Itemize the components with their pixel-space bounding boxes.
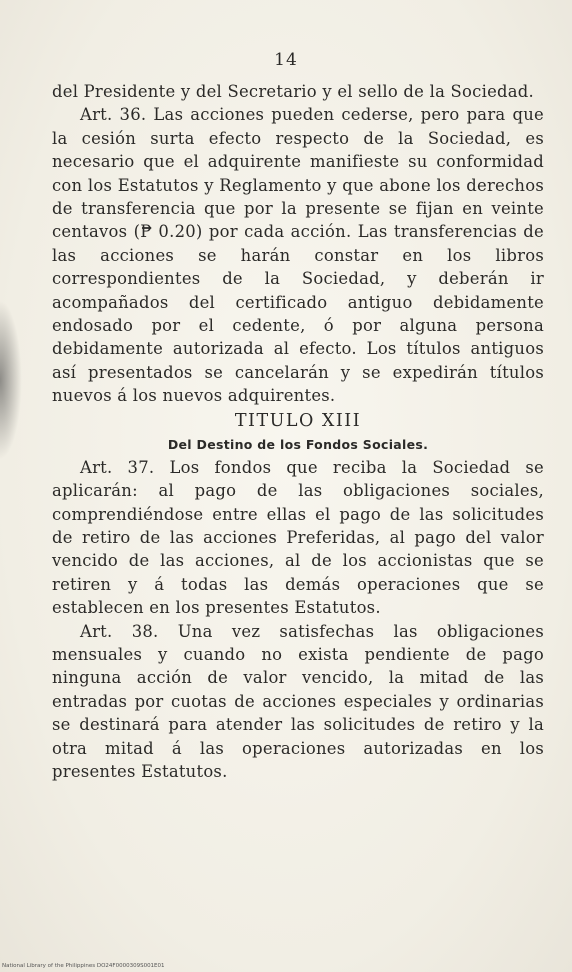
- section-subtitle: Del Destino de los Fondos Sociales.: [167, 436, 429, 452]
- paragraph-art-36: Art. 36. Las acciones pueden cederse, pero para que la cesión surta efecto respecto de la Sociedad, es necesario que el adquirente manifieste su conformidad con los Estatutos y Reglamento y que abone los derechos de transferencia que por la presente se fijan en veinte centavos (₱ 0.20) por cada acción. Las transferencias de las acciones se harán constar en los libros correspondientes de la Sociedad, y deberán ir acompañados del certificado antiguo debidamente endosado por el cedente, ó por alguna persona debidamente autorizada al efecto. Los títulos antiguos así presentados se cancelarán y se expedirán títulos nuevos á los nuevos adquirentes.: [52, 105, 544, 406]
- paragraph-continuation: del Presidente y del Secretario y el sello de la Sociedad.: [52, 82, 534, 101]
- section-title: TITULO XIII: [234, 410, 362, 431]
- paragraph-art-38: Art. 38. Una vez satisfechas las obligaciones mensuales y cuando no exista pendiente de pago ninguna acción de valor vencido, la mitad de las entradas por cuotas de acciones especiales y ordinarias se destinará para atender las solicitudes de retiro y la otra mitad á las operaciones autorizadas en los presentes Estatutos.: [52, 621, 544, 781]
- page-body: [52, 80, 544, 783]
- paragraph-art-37: Art. 37. Los fondos que reciba la Sociedad se aplicarán: al pago de las obligaciones sociales, comprendiéndose entre ellas el pago de las solicitudes de retiro de las acciones Preferidas, al pago del valor vencido de las acciones, al de los accionistas que se retiren y á todas las demás operaciones que se establecen en los presentes Estatutos.: [52, 457, 544, 618]
- scan-credit: National Library of the Philippines DO24F0000309S001E01: [2, 963, 165, 969]
- page-number: 14: [274, 50, 298, 70]
- binding-shadow: [0, 300, 22, 460]
